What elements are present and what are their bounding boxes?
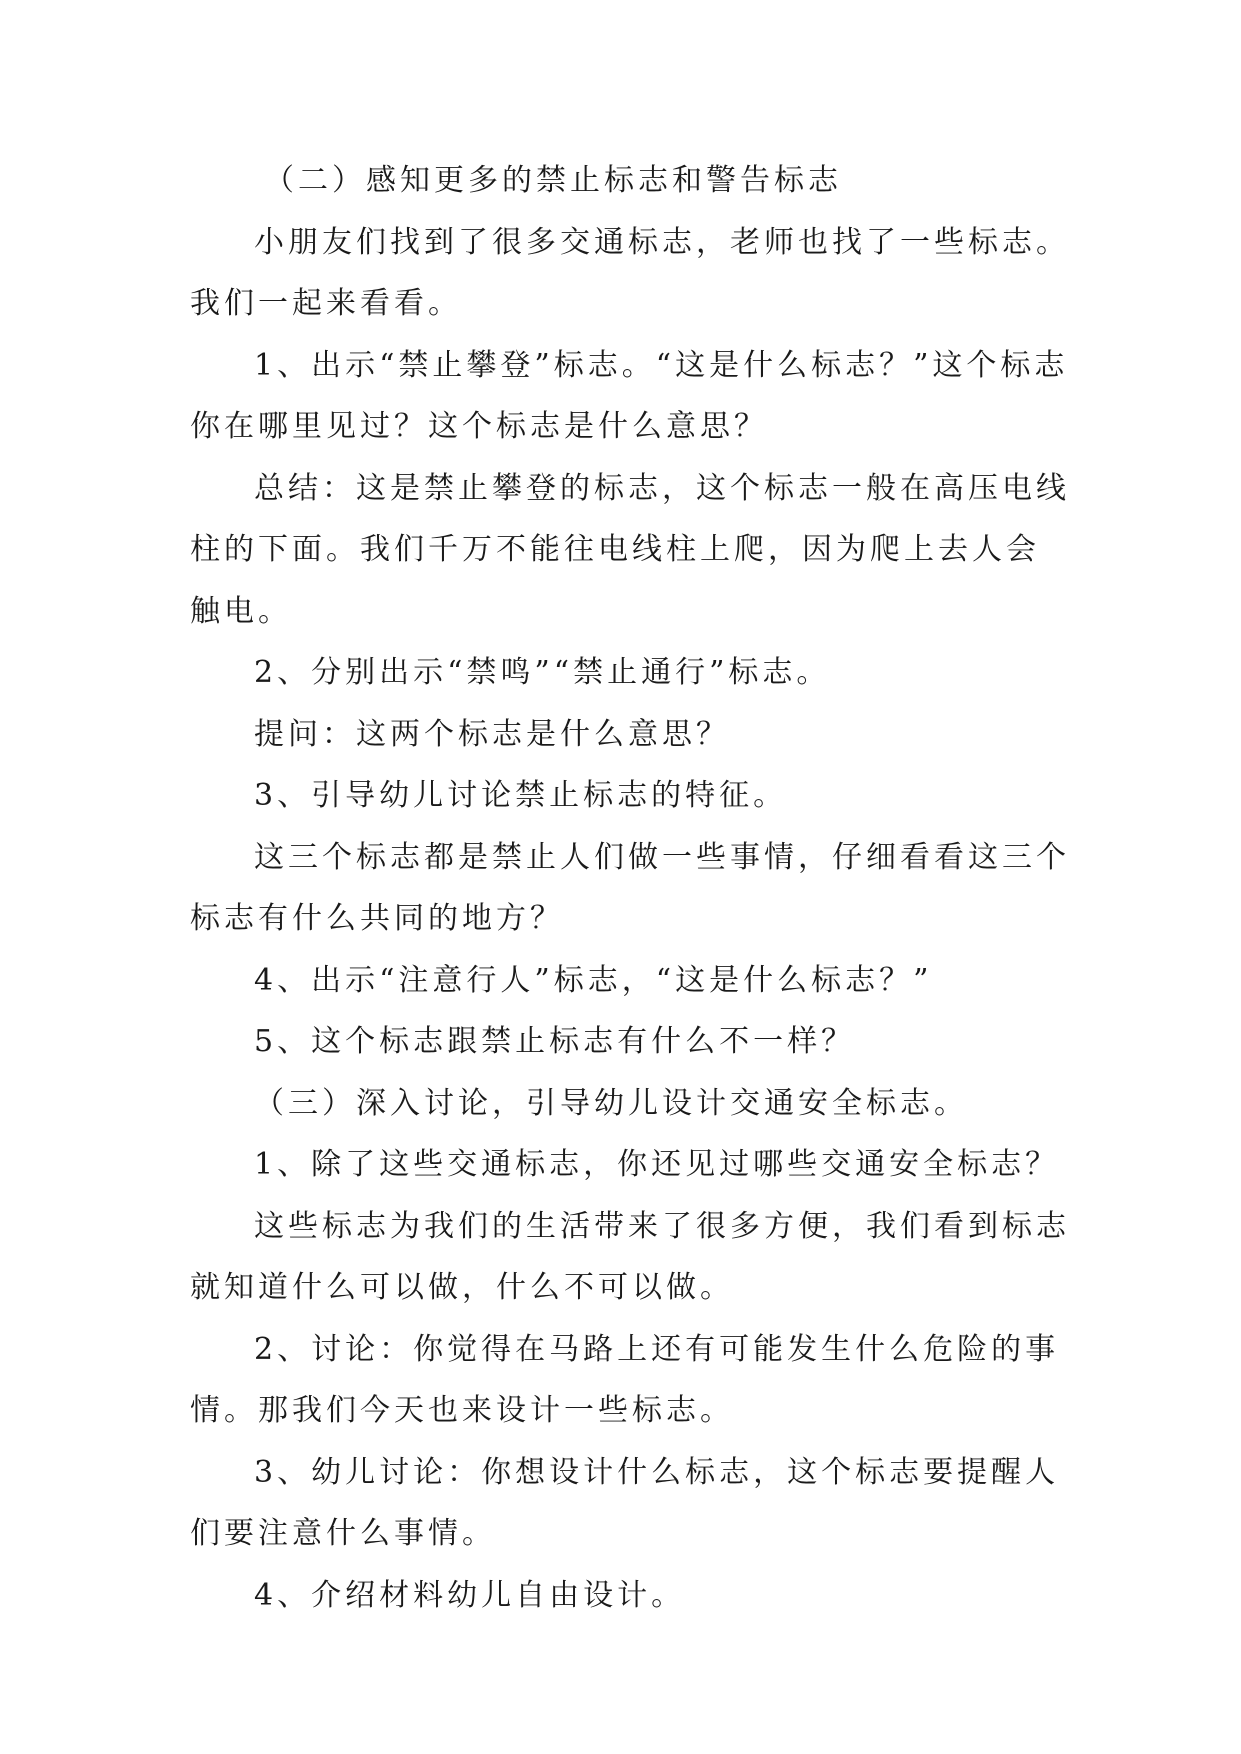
paragraph: 总结：这是禁止攀登的标志，这个标志一般在高压电线柱的下面。我们千万不能往电线柱上爬，因为爬上去人会触电。 [190,470,1070,629]
paragraph: 5、这个标志跟禁止标志有什么不一样？ [254,1024,856,1059]
paragraph: 3、引导幼儿讨论禁止标志的特征。 [254,778,788,813]
paragraph: 3、幼儿讨论：你想设计什么标志，这个标志要提醒人们要注意什么事情。 [190,1454,1060,1551]
paragraph: 1、除了这些交通标志，你还见过哪些交通安全标志？ [254,1147,1060,1182]
paragraph: 4、介绍材料幼儿自由设计。 [254,1577,686,1613]
paragraph: 提问：这两个标志是什么意思？ [254,716,730,752]
section-heading-2: （二）感知更多的禁止标志和警告标志 [264,163,842,198]
document-body [190,150,1070,1626]
paragraph: 这些标志为我们的生活带来了很多方便，我们看到标志就知道什么可以做，什么不可以做。 [190,1208,1070,1305]
paragraph: 小朋友们找到了很多交通标志，老师也找了一些标志。我们一起来看看。 [190,224,1070,321]
paragraph: 这三个标志都是禁止人们做一些事情，仔细看看这三个标志有什么共同的地方？ [190,839,1070,936]
section-heading-3: （三）深入讨论，引导幼儿设计交通安全标志。 [254,1085,968,1121]
paragraph: 2、分别出示“禁鸣”“禁止通行”标志。 [254,655,831,690]
paragraph: 2、讨论：你觉得在马路上还有可能发生什么危险的事情。那我们今天也来设计一些标志。 [190,1331,1060,1428]
paragraph: 4、出示“注意行人”标志，“这是什么标志？” [254,962,933,998]
paragraph: 1、出示“禁止攀登”标志。“这是什么标志？”这个标志你在哪里见过？这个标志是什么意思？ [190,347,1069,444]
